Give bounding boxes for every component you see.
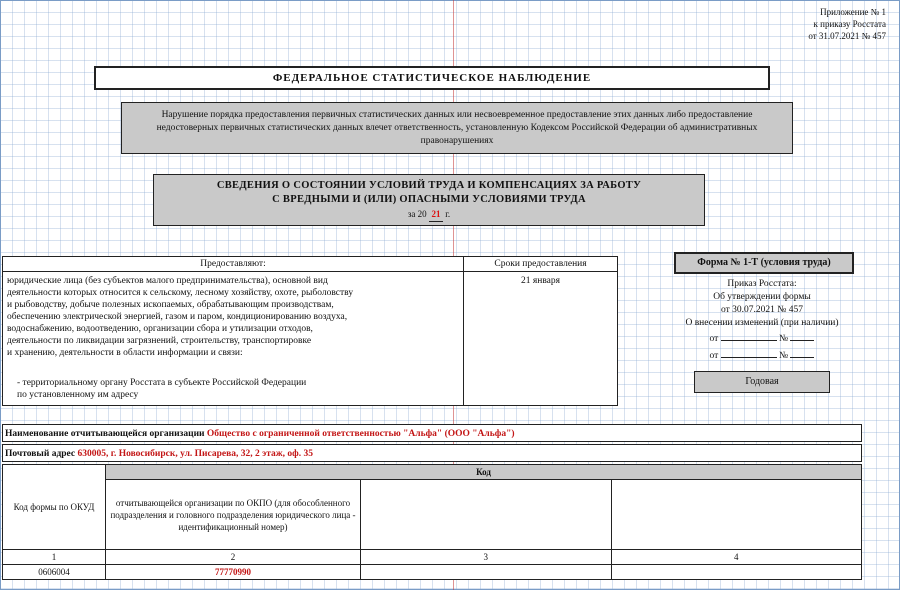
year-prefix: за 20 <box>407 209 427 219</box>
submitters-line: деятельности которых относится к сельскому, лесному хозяйству, охоте, рыболовству <box>7 288 354 298</box>
column-number: 2 <box>106 550 361 565</box>
change-date-field[interactable] <box>721 347 777 358</box>
recipient-line: по установленному им адресу <box>17 390 139 400</box>
codes-table <box>2 464 862 580</box>
okud-header: Код формы по ОКУД <box>3 465 106 550</box>
header-submitters: Предоставляют: <box>200 259 266 269</box>
address-row <box>2 444 862 462</box>
form-order-info <box>674 278 850 364</box>
from-label: от <box>709 334 719 344</box>
submitters-line: и хранению, деятельности в области информации и связи: <box>7 348 243 358</box>
submitters-line: юридические лица (без субъектов малого предпринимательства), основной вид <box>7 276 328 286</box>
page-title: ФЕДЕРАЛЬНОЕ СТАТИСТИЧЕСКОЕ НАБЛЮДЕНИЕ <box>94 66 770 90</box>
change-row-2 <box>674 347 850 364</box>
address-label: Почтовый адрес <box>5 449 76 459</box>
change-number-field[interactable] <box>790 330 814 341</box>
submitters-line: и рыбоводству, добыче полезных ископаемых, обрабатывающим производствам, <box>7 300 334 310</box>
code-values-row <box>3 565 862 580</box>
recipient-line: - территориальному органу Росстата в субъекте Российской Федерации <box>17 378 307 388</box>
recipient-description <box>17 377 457 401</box>
changes-note: О внесении изменений (при наличии) <box>685 318 839 328</box>
order-line: от 30.07.2021 № 457 <box>721 305 803 315</box>
okpo-header: отчитывающейся организации по ОКПО (для обособленного подразделения и головного подразделения юридического лица - идентификационный номер) <box>106 480 361 550</box>
kod-header: Код <box>106 465 862 480</box>
order-line: Приказ Росстата: <box>727 279 797 289</box>
change-row-1 <box>674 330 850 347</box>
code-column-4-value[interactable] <box>611 565 862 580</box>
organization-row <box>2 424 862 442</box>
column-number: 1 <box>3 550 106 565</box>
submitters-description <box>7 275 457 359</box>
organization-value[interactable]: Общество с ограниченной ответственностью "Альфа" (ООО "Альфа") <box>206 429 515 439</box>
number-label: № <box>779 334 789 344</box>
year-value-field[interactable]: 21 <box>429 207 443 222</box>
code-column-4-header <box>611 480 862 550</box>
submitters-line: водоснабжению, водоотведению, организации сбора и утилизации отходов, <box>7 324 313 334</box>
report-title-line-2: С ВРЕДНЫМИ И (ИЛИ) ОПАСНЫМИ УСЛОВИЯМИ ТРУДА <box>272 194 586 205</box>
appendix-note <box>808 6 886 42</box>
year-suffix: г. <box>445 209 451 219</box>
appendix-line: Приложение № 1 <box>820 7 886 17</box>
column-number: 4 <box>611 550 862 565</box>
header-deadlines: Сроки предоставления <box>494 259 587 269</box>
change-date-field[interactable] <box>721 330 777 341</box>
form-number-label: Форма № 1-Т (условия труда) <box>674 252 854 274</box>
organization-label: Наименование отчитывающейся организации <box>5 429 205 439</box>
code-column-3-value[interactable] <box>361 565 612 580</box>
okpo-code-value[interactable]: 77770990 <box>106 565 361 580</box>
appendix-line: от 31.07.2021 № 457 <box>808 31 886 41</box>
periodicity-badge: Годовая <box>694 371 830 393</box>
code-column-3-header <box>361 480 612 550</box>
appendix-line: к приказу Росстата <box>813 19 886 29</box>
order-line: Об утверждении формы <box>713 292 811 302</box>
report-title-box <box>153 174 705 226</box>
column-number-row <box>3 550 862 565</box>
report-year <box>154 207 704 222</box>
deadline-value: 21 января <box>520 276 561 286</box>
okud-code-value: 0606004 <box>3 565 106 580</box>
change-number-field[interactable] <box>790 347 814 358</box>
report-title-line-1: СВЕДЕНИЯ О СОСТОЯНИИ УСЛОВИЙ ТРУДА И КОМПЕНСАЦИЯХ ЗА РАБОТУ <box>216 180 642 191</box>
number-label: № <box>779 351 789 361</box>
address-value[interactable]: 630005, г. Новосибирск, ул. Писарева, 32, 2 этаж, оф. 35 <box>77 449 313 459</box>
column-number: 3 <box>361 550 612 565</box>
submitters-line: обеспечению электрической энергией, газом и паром, кондиционированию воздуха, <box>7 312 348 322</box>
legal-warning <box>121 102 793 154</box>
from-label: от <box>709 351 719 361</box>
submitters-table <box>2 256 618 406</box>
submitters-line: деятельности по ликвидации загрязнений, строительству, транспортировке <box>7 336 312 346</box>
legal-warning-text: Нарушение порядка предоставления первичных статистических данных или несвоевременное предоставление этих данных либо предоставление недостоверных первичных статистических данных влечет ответственность, установленную Кодексом Российской Федерации об административных правонарушениях <box>156 109 758 146</box>
